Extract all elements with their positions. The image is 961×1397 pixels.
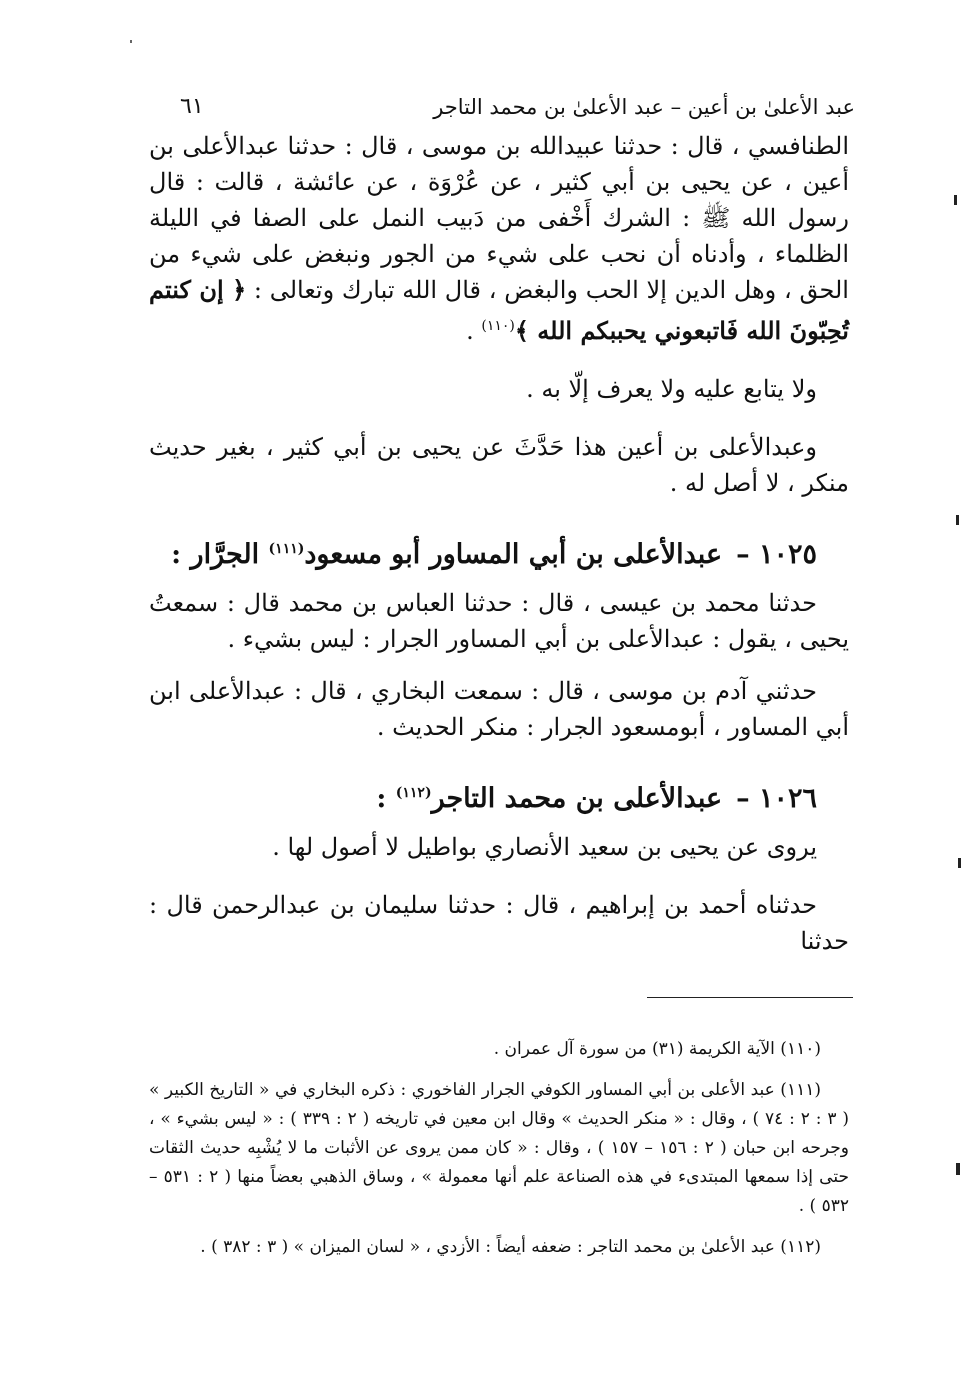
footnote-separator xyxy=(647,997,853,998)
paragraph-narration-2: حدثني آدم بن موسى ، قال : سمعت البخاري ، قال : عبدالأعلى ابن أبي المساور ، أبومسعود الجرار : منكر الحديث . xyxy=(149,677,849,741)
entry-number: ١٠٢٦ – xyxy=(736,783,817,814)
footnote-ref-112: (١١٢) xyxy=(395,785,432,801)
main-text xyxy=(149,128,849,959)
paragraph-hadith-end: . xyxy=(466,317,482,345)
paragraph-comment: وعبدالأعلى بن أعين هذا حَدَّثَ عن يحيى بن أبي كثير ، بغير حديث منكر ، لا أصل له . xyxy=(149,433,849,497)
entry-name-tail: : xyxy=(376,783,396,814)
running-header xyxy=(170,92,855,126)
paragraph-narration-3: يروى عن يحيى بن سعيد الأنصاري بواطيل لا أصول لها . xyxy=(272,833,817,861)
page-number: ٦١ xyxy=(180,94,204,119)
paragraph-hadith-text: الطنافسي ، قال : حدثنا عبيدالله بن موسى ، قال : حدثنا عبدالأعلى بن أعين ، عن يحيى بن أبي كثير ، عن عُرْوَة ، عن عائشة ، قالت : قال رسول الله ﷺ : الشرك أَخْفى من دَبيب النمل على الصفا في الليلة الظلماء ، وأدناه أن نحب على شيء من الجور ونبغض على شيء من الحق ، وهل الدين إلا الحب والبغض ، قال الله تبارك وتعالى : xyxy=(149,132,849,304)
paragraph-note: ولا يتابع عليه ولا يعرف إلّا به . xyxy=(526,375,817,403)
scan-speck xyxy=(130,40,132,43)
footnote-ref-111: (١١١) xyxy=(268,541,305,557)
scan-mark xyxy=(954,195,957,205)
entry-heading-1025 xyxy=(149,529,849,575)
scan-mark xyxy=(956,1163,960,1175)
footnote-ref-110: (١١٠) xyxy=(481,318,515,334)
footnote-110: (١١٠) الآية الكريمة (٣١) من سورة آل عمران . xyxy=(493,1039,821,1059)
footnote-112: (١١٢) عبد الأعلىٰ بن محمد التاجر : ضعفه أيضاً : الأزدي ، « لسان الميزان » ( ٣ : ٣٨٢ ) . xyxy=(200,1237,821,1257)
scan-mark xyxy=(956,515,959,525)
entry-name: عبدالأعلى بن محمد التاجر xyxy=(431,783,723,814)
entry-heading-1026 xyxy=(149,773,849,819)
quran-verse: ﴿ إن كنتم تُحِبّونَ الله فَاتبعوني يحببكم الله ﴾ xyxy=(149,275,849,345)
paragraph-hadith xyxy=(149,128,849,349)
paragraph-narration-4: حدثناه أحمد بن إبراهيم ، قال : حدثنا سليمان بن عبدالرحمن قال : حدثنا xyxy=(149,891,849,955)
paragraph-narration-1: حدثنا محمد بن عيسى ، قال : حدثنا العباس بن محمد قال : سمعتُ يحيى ، يقول : عبدالأعلى بن أبي المساور الجرار : ليس بشيء . xyxy=(149,589,849,653)
entry-name-tail: الجرَّار : xyxy=(171,539,269,570)
running-header-title: عبد الأعلىٰ بن أعين – عبد الأعلىٰ بن محمد التاجر xyxy=(433,95,855,119)
footnote-111: (١١١) عبد الأعلى بن أبي المساور الكوفي الجرار الفاخوري : ذكره البخاري في « التاريخ الكبير » ( ٣ : ٢ : ٧٤ ) ، وقال : « منكر الحديث » وقال ابن معين في تاريخه ( ٢ : ٣٣٩ ) : « ليس بشيء » ، وجرحه ابن حبان ( ٢ : ١٥٦ – ١٥٧ ) ، وقال : « كان ممن يروى عن الأثبات ما لا يُشْبِه حديث الثقات حتى إذا سمعها المبتدىء في هذه الصناعة علم أنها معمولة » ، وساق الذهبي بعضاً منها ( ٢ : ٥٣١ – ٥٣٢ ) . xyxy=(149,1080,850,1216)
footnotes xyxy=(149,1035,849,1274)
entry-number: ١٠٢٥ – xyxy=(736,539,817,570)
entry-name: عبدالأعلى بن أبي المساور أبو مسعود xyxy=(304,539,723,570)
